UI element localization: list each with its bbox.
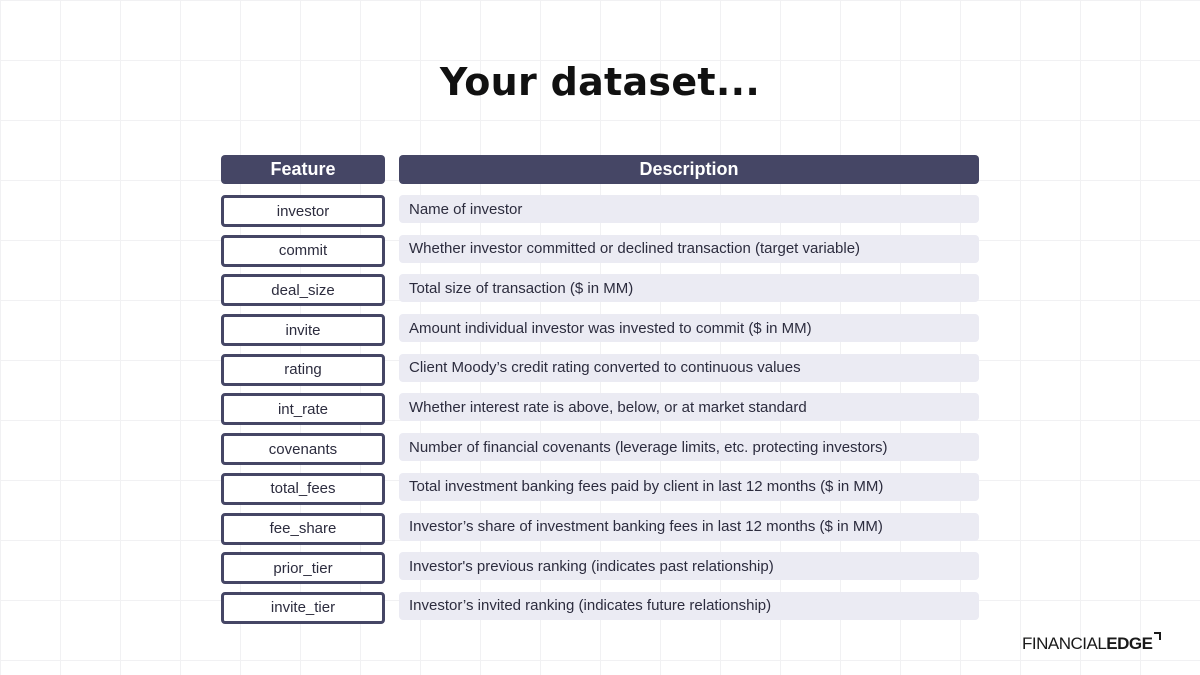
table-row — [0, 352, 1200, 392]
table-row — [0, 312, 1200, 352]
table-row — [0, 431, 1200, 471]
feature-name: rating — [221, 354, 385, 386]
financial-edge-logo — [1022, 634, 1162, 654]
feature-name: prior_tier — [221, 552, 385, 584]
feature-column-header: Feature — [221, 155, 385, 184]
feature-description: Investor’s invited ranking (indicates future relationship) — [399, 592, 979, 620]
feature-description: Amount individual investor was invested to commit ($ in MM) — [399, 314, 979, 342]
table-row — [0, 590, 1200, 630]
table-row — [0, 391, 1200, 431]
feature-name: invite_tier — [221, 592, 385, 624]
table-row — [0, 272, 1200, 312]
feature-name: covenants — [221, 433, 385, 465]
logo-text-financial: FINANCIAL — [1022, 634, 1107, 653]
page-title: Your dataset... — [439, 60, 761, 104]
table-row — [0, 471, 1200, 511]
feature-description: Name of investor — [399, 195, 979, 223]
feature-name: investor — [221, 195, 385, 227]
description-column-header: Description — [399, 155, 979, 184]
feature-description: Whether interest rate is above, below, or at market standard — [399, 393, 979, 421]
table-row — [0, 550, 1200, 590]
feature-description: Investor’s share of investment banking fees in last 12 months ($ in MM) — [399, 513, 979, 541]
table-row — [0, 233, 1200, 273]
feature-name: invite — [221, 314, 385, 346]
table-row — [0, 193, 1200, 233]
table-row — [0, 511, 1200, 551]
feature-description: Client Moody’s credit rating converted to continuous values — [399, 354, 979, 382]
feature-description: Total investment banking fees paid by client in last 12 months ($ in MM) — [399, 473, 979, 501]
feature-name: deal_size — [221, 274, 385, 306]
feature-name: commit — [221, 235, 385, 267]
feature-name: total_fees — [221, 473, 385, 505]
logo-corner-icon — [1153, 631, 1162, 643]
dataset-table — [0, 193, 1200, 630]
feature-description: Total size of transaction ($ in MM) — [399, 274, 979, 302]
feature-description: Number of financial covenants (leverage limits, etc. protecting investors) — [399, 433, 979, 461]
feature-name: fee_share — [221, 513, 385, 545]
feature-description: Whether investor committed or declined transaction (target variable) — [399, 235, 979, 263]
feature-name: int_rate — [221, 393, 385, 425]
feature-description: Investor's previous ranking (indicates past relationship) — [399, 552, 979, 580]
logo-text-edge: EDGE — [1106, 634, 1153, 653]
